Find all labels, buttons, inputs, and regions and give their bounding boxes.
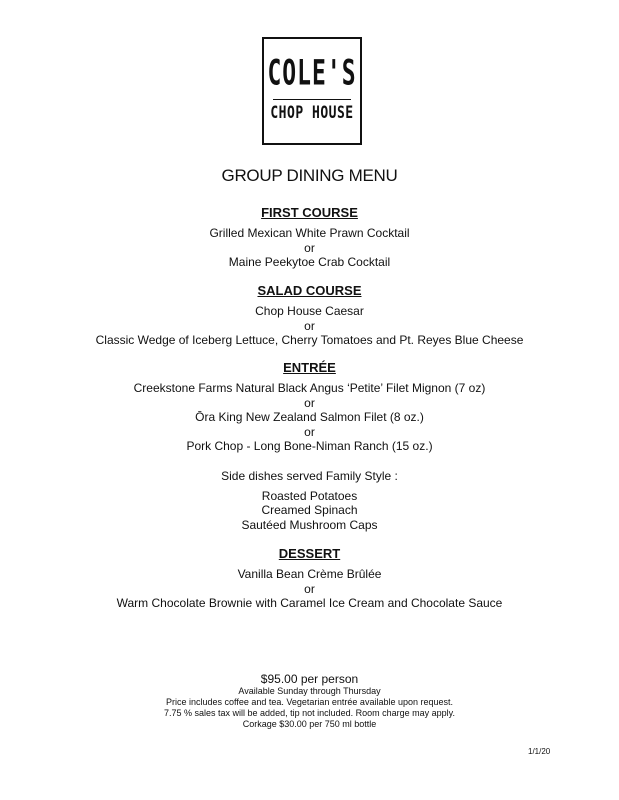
side-item: Sautéed Mushroom Caps <box>241 518 378 532</box>
menu-item: Pork Chop - Long Bone-Niman Ranch (15 oz.) <box>186 439 433 453</box>
logo-line-1: COLE'S <box>267 54 357 94</box>
menu-title: GROUP DINING MENU <box>221 166 398 185</box>
menu-item: Creekstone Farms Natural Black Angus ‘Petite’ Filet Mignon (7 oz) <box>133 381 486 395</box>
salad-course-heading: SALAD COURSE <box>257 283 362 298</box>
menu-item: Warm Chocolate Brownie with Caramel Ice Cream and Chocolate Sauce <box>116 596 503 610</box>
menu-item: Classic Wedge of Iceberg Lettuce, Cherry Tomatoes and Pt. Reyes Blue Cheese <box>95 333 524 347</box>
dessert-heading: DESSERT <box>278 546 341 561</box>
footer-note: 7.75 % sales tax will be added, tip not included. Room charge may apply. <box>164 708 455 718</box>
restaurant-logo <box>262 37 362 145</box>
entree-heading: ENTRÉE <box>283 360 336 375</box>
sides-heading: Side dishes served Family Style : <box>221 469 398 483</box>
side-item: Roasted Potatoes <box>261 489 358 503</box>
price-per-person: $95.00 per person <box>260 672 359 686</box>
menu-or: or <box>304 425 315 439</box>
footer-note: Corkage $30.00 per 750 ml bottle <box>242 719 377 729</box>
logo-line-2: CHOP HOUSE <box>270 104 354 124</box>
menu-item: Maine Peekytoe Crab Cocktail <box>228 255 391 269</box>
menu-item: Vanilla Bean Crème Brûlée <box>237 567 382 581</box>
menu-or: or <box>304 582 315 596</box>
menu-or: or <box>304 319 315 333</box>
menu-date: 1/1/20 <box>528 747 551 756</box>
side-item: Creamed Spinach <box>261 503 358 517</box>
menu-or: or <box>304 396 315 410</box>
first-course-heading: FIRST COURSE <box>261 205 358 220</box>
footer-note: Price includes coffee and tea. Vegetarian entrée available upon request. <box>165 697 454 707</box>
menu-item: Chop House Caesar <box>255 304 364 318</box>
menu-item: Grilled Mexican White Prawn Cocktail <box>209 226 410 240</box>
menu-or: or <box>304 241 315 255</box>
logo-divider <box>273 99 351 101</box>
footer-note: Available Sunday through Thursday <box>238 686 381 696</box>
menu-item: Ōra King New Zealand Salmon Filet (8 oz.) <box>195 410 424 424</box>
